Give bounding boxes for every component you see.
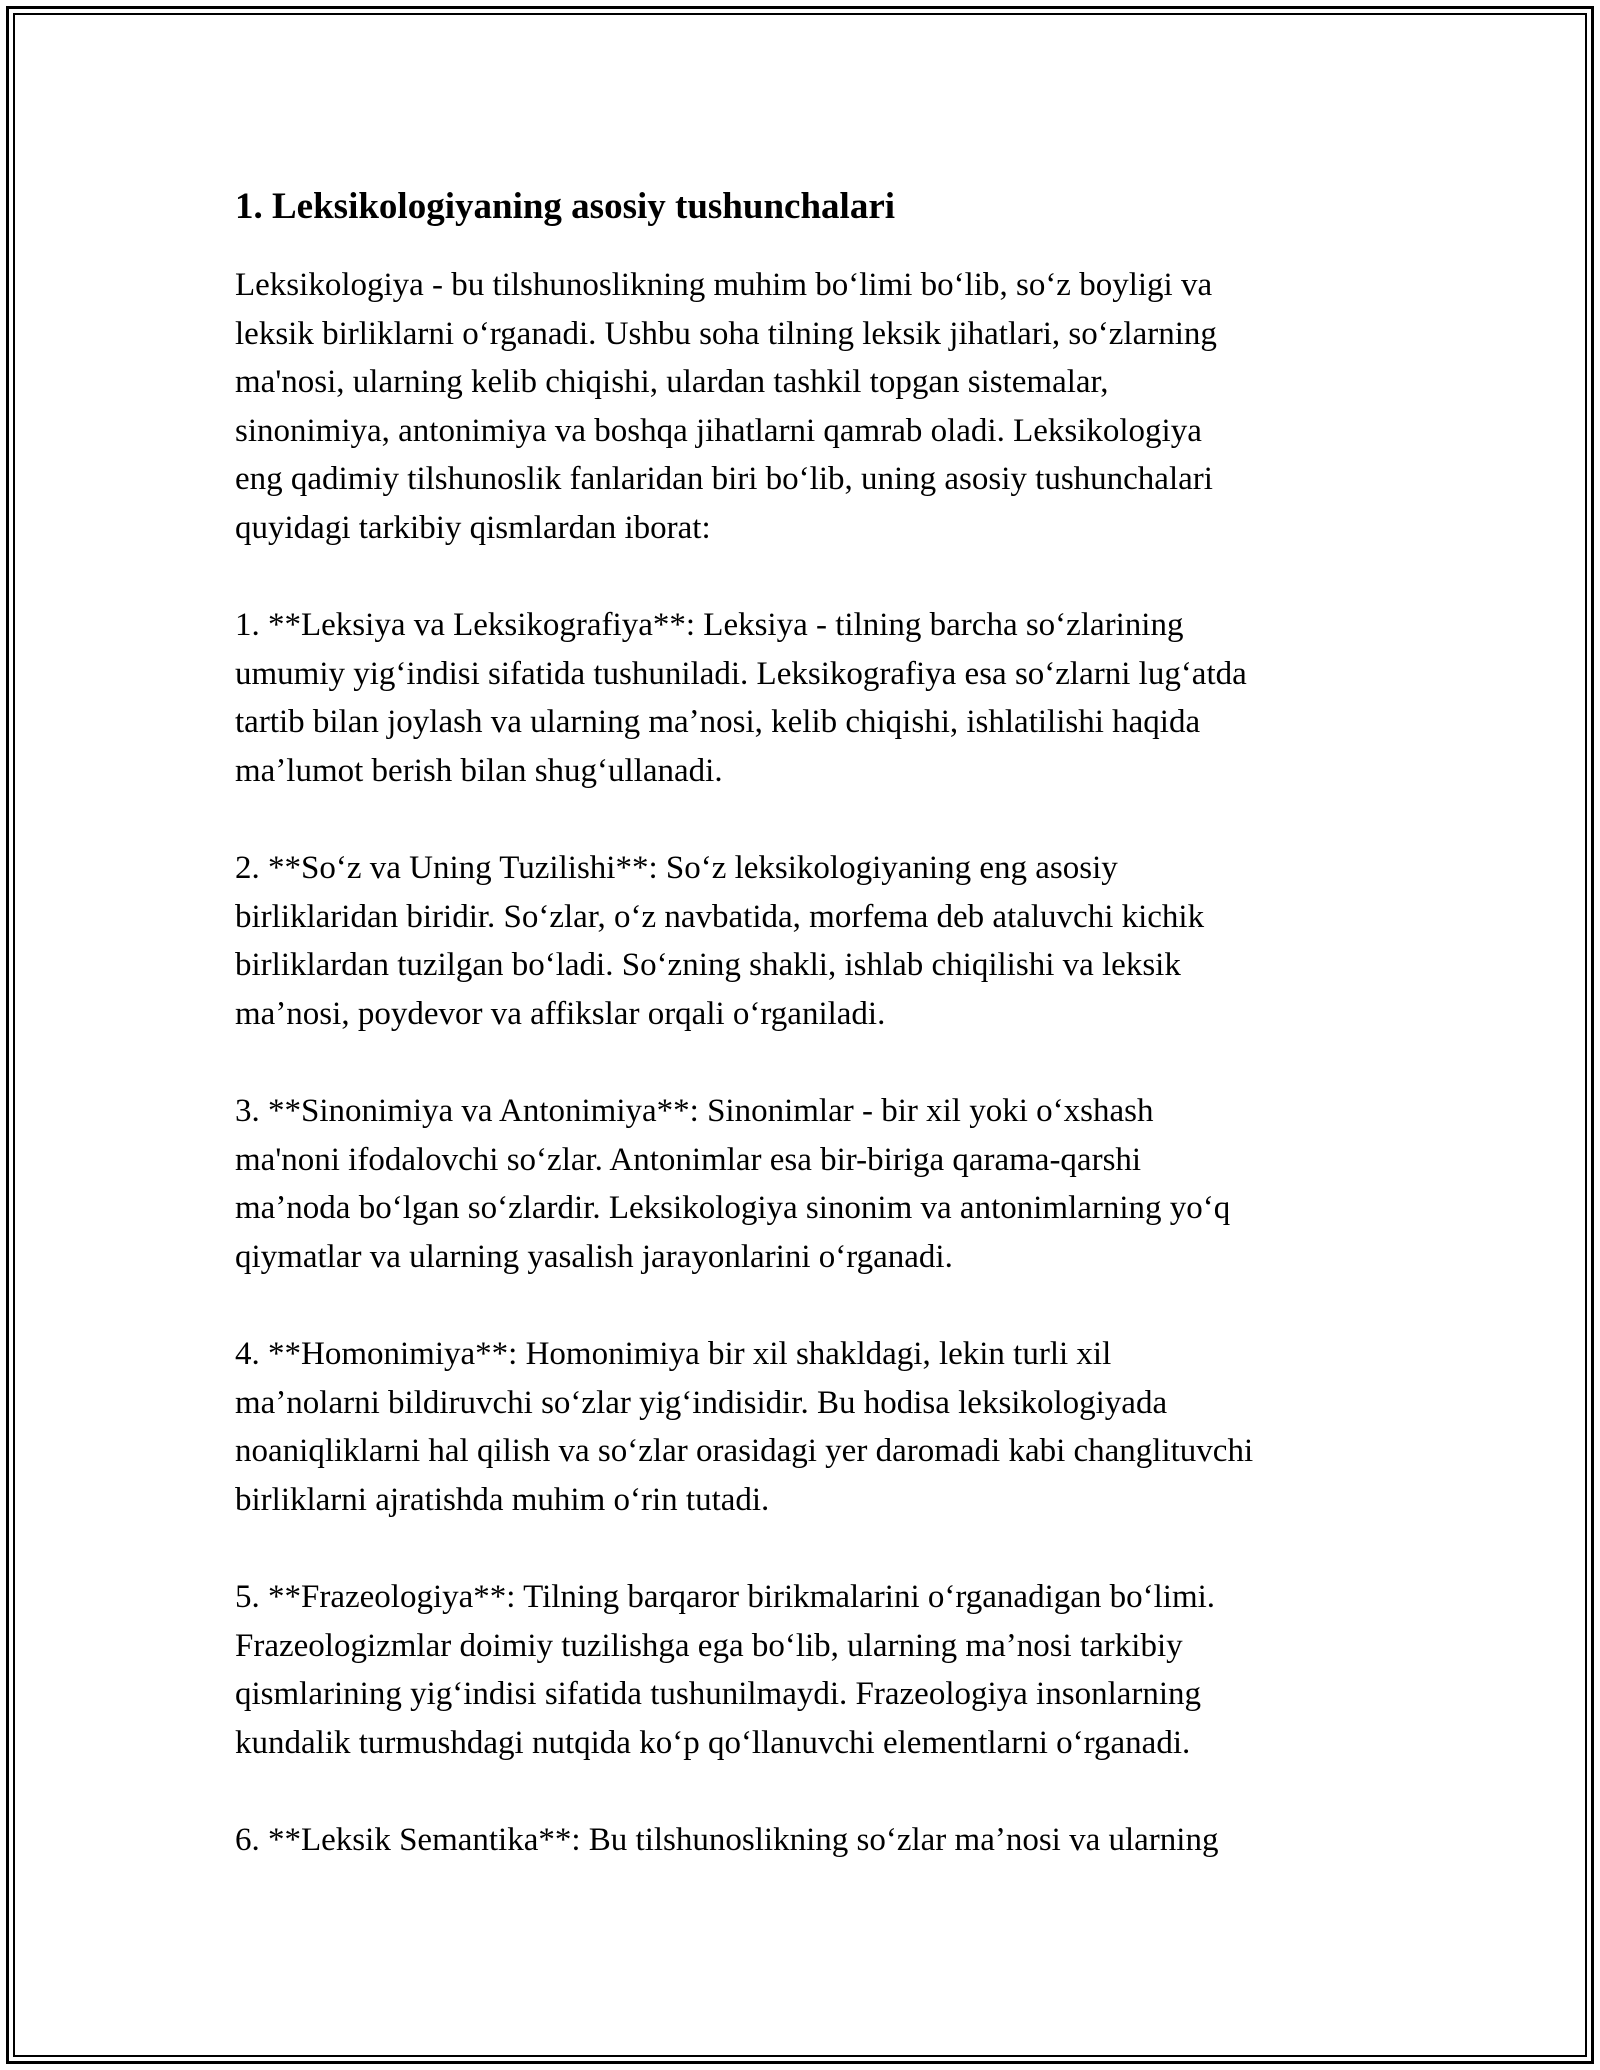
paragraph-line: sinonimiya, antonimiya va boshqa jihatlarni qamrab oladi. Leksikologiya bbox=[235, 412, 1202, 449]
paragraph-line: 2. **Soʻz va Uning Tuzilishi**: Soʻz leksikologiyaning eng asosiy bbox=[235, 850, 1118, 887]
paragraph-line: ma'nosi, ularning kelib chiqishi, ulardan tashkil topgan sistemalar, bbox=[235, 364, 1109, 401]
paragraph-line: qiymatlar va ularning yasalish jarayonlarini oʻrganadi. bbox=[235, 1238, 953, 1275]
paragraph-item-6 bbox=[235, 1816, 1415, 1865]
paragraph-line: 4. **Homonimiya**: Homonimiya bir xil shakldagi, lekin turli xil bbox=[235, 1336, 1112, 1373]
paragraph-item-4 bbox=[235, 1330, 1415, 1524]
paragraph-line: birliklaridan biridir. Soʻzlar, oʻz navbatida, morfema deb ataluvchi kichik bbox=[235, 898, 1205, 935]
document-title: 1. Leksikologiyaning asosiy tushunchalari bbox=[235, 186, 896, 227]
paragraph-line: birliklardan tuzilgan boʻladi. Soʻzning shakli, ishlab chiqilishi va leksik bbox=[235, 947, 1181, 984]
paragraph-line: 3. **Sinonimiya va Antonimiya**: Sinonimlar - bir xil yoki oʻxshash bbox=[235, 1093, 1154, 1130]
paragraph-line: qismlarining yigʻindisi sifatida tushunilmaydi. Frazeologiya insonlarning bbox=[235, 1676, 1202, 1713]
paragraph-line: ma'noni ifodalovchi soʻzlar. Antonimlar esa bir-biriga qarama-qarshi bbox=[235, 1141, 1142, 1178]
paragraph-line: quyidagi tarkibiy qismlardan iborat: bbox=[235, 509, 711, 546]
paragraph-line: 1. **Leksiya va Leksikografiya**: Leksiya - tilning barcha soʻzlarining bbox=[235, 607, 1184, 644]
paragraph-intro bbox=[235, 261, 1415, 553]
paragraph-line: kundalik turmushdagi nutqida koʻp qoʻllanuvchi elementlarni oʻrganadi. bbox=[235, 1724, 1191, 1761]
paragraph-line: maʼlumot berish bilan shugʻullanadi. bbox=[235, 752, 723, 789]
paragraph-line: tartib bilan joylash va ularning maʼnosi, kelib chiqishi, ishlatilishi haqida bbox=[235, 704, 1201, 741]
paragraph-item-5 bbox=[235, 1573, 1415, 1767]
document-page bbox=[235, 185, 1415, 1913]
paragraph-line: Frazeologizmlar doimiy tuzilishga ega boʻlib, ularning maʼnosi tarkibiy bbox=[235, 1627, 1183, 1664]
paragraph-line: umumiy yigʻindisi sifatida tushuniladi. Leksikografiya esa soʻzlarni lugʻatda bbox=[235, 655, 1247, 692]
paragraph-line: birliklarni ajratishda muhim oʻrin tutadi. bbox=[235, 1481, 770, 1518]
paragraph-line: noaniqliklarni hal qilish va soʻzlar orasidagi yer daromadi kabi changlituvchi bbox=[235, 1433, 1254, 1470]
paragraph-line: Leksikologiya - bu tilshunoslikning muhim boʻlimi boʻlib, soʻz boyligi va bbox=[235, 267, 1213, 303]
paragraph-line: maʼnolarni bildiruvchi soʻzlar yigʻindisidir. Bu hodisa leksikologiyada bbox=[235, 1384, 1168, 1421]
paragraph-line: 5. **Frazeologiya**: Tilning barqaror birikmalarini oʻrganadigan boʻlimi. bbox=[235, 1579, 1216, 1616]
paragraph-item-1 bbox=[235, 601, 1415, 795]
paragraph-line: leksik birliklarni oʻrganadi. Ushbu soha tilning leksik jihatlari, soʻzlarning bbox=[235, 315, 1217, 352]
paragraph-item-2 bbox=[235, 844, 1415, 1038]
paragraph-item-3 bbox=[235, 1087, 1415, 1281]
paragraph-line: eng qadimiy tilshunoslik fanlaridan biri boʻlib, uning asosiy tushunchalari bbox=[235, 461, 1213, 498]
paragraph-line: maʼnoda boʻlgan soʻzlardir. Leksikologiya sinonim va antonimlarning yoʻq bbox=[235, 1190, 1231, 1227]
paragraph-line: maʼnosi, poydevor va affikslar orqali oʻrganiladi. bbox=[235, 995, 886, 1032]
paragraph-line: 6. **Leksik Semantika**: Bu tilshunoslikning soʻzlar maʼnosi va ularning bbox=[235, 1822, 1219, 1858]
